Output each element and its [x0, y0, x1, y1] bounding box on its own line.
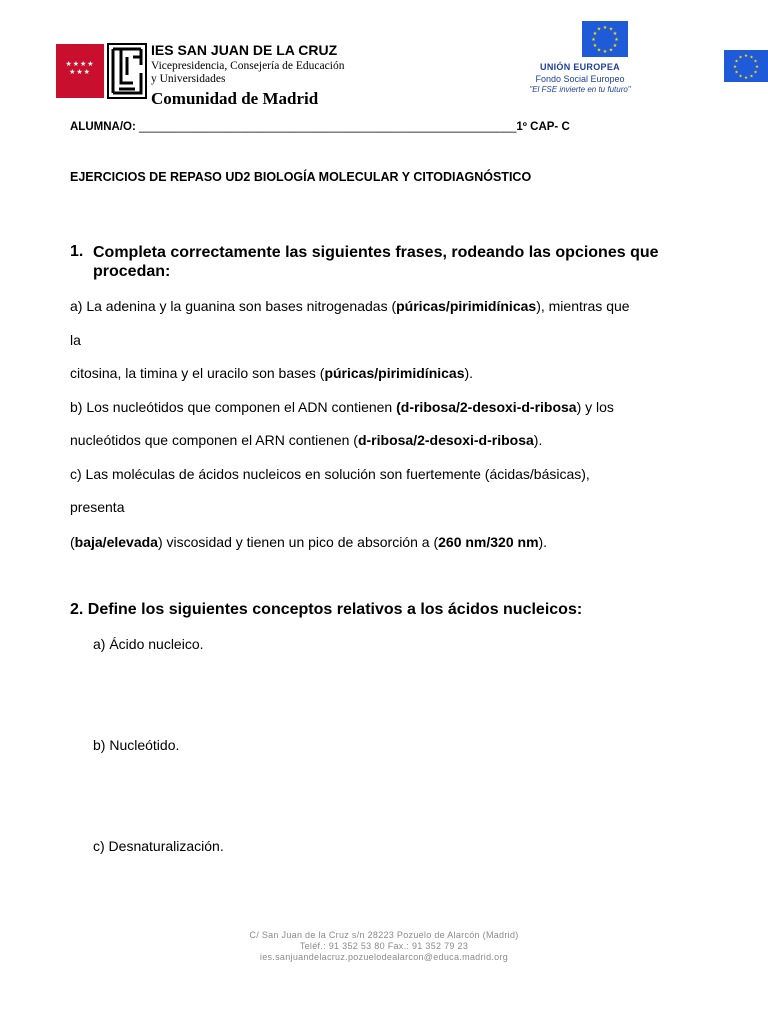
madrid-stars: ★★★★ ★★★: [65, 60, 95, 76]
svg-text:★: ★: [602, 25, 608, 31]
svg-text:★: ★: [734, 59, 739, 65]
q2-item-b: b) Nucleótido.: [93, 737, 180, 753]
student-blank: ___________________________________________________________: [135, 121, 517, 133]
svg-text:★: ★: [596, 47, 602, 54]
svg-text:★: ★: [596, 26, 602, 33]
svg-text:★: ★: [592, 31, 598, 37]
comunidad-title: Comunidad de Madrid: [151, 89, 319, 108]
svg-text:★: ★: [612, 43, 618, 49]
svg-text:★: ★: [592, 43, 598, 49]
svg-text:★: ★: [608, 26, 614, 33]
text-segment: nucleótidos que componen el ARN contienen (: [70, 432, 358, 448]
q1-a-line-2: la: [70, 332, 81, 348]
option-choice: púricas/pirimidínicas: [324, 365, 465, 381]
eu-flag-icon: [724, 50, 768, 82]
question-2-text: 2. Define los siguientes conceptos relativos a los ácidos nucleicos:: [70, 601, 583, 618]
svg-text:★: ★: [734, 70, 739, 76]
svg-text:★: ★: [612, 31, 618, 37]
text-segment: ) viscosidad y tienen un pico de absorción a (: [157, 534, 439, 550]
footer-phone: Teléf.: 91 352 53 80 Fax.: 91 352 79 23: [299, 941, 469, 951]
footer-email: ies.sanjuandelacruz.pozuelodealarcon@educa.madrid.org: [259, 952, 509, 962]
svg-text:★: ★: [753, 70, 758, 76]
svg-text:★: ★: [738, 55, 743, 61]
ministry-line-2: y Universidades: [151, 73, 226, 85]
eu-label: UNIÓN EUROPEA: [540, 62, 620, 72]
text-segment: ), mientras que: [536, 298, 630, 314]
q1-a-line-1: [70, 298, 630, 314]
svg-text:★: ★: [753, 59, 758, 65]
eu-slogan: "El FSE invierte en tu futuro": [529, 85, 631, 94]
svg-text:★: ★: [608, 47, 614, 54]
svg-text:★: ★: [591, 37, 596, 43]
option-choice: 260 nm/320 nm: [438, 534, 539, 550]
option-choice: d-ribosa/2-desoxi-d-ribosa: [357, 432, 534, 448]
q1-b-line-1: [70, 399, 614, 415]
text-segment: ).: [464, 365, 474, 381]
school-name: IES SAN JUAN DE LA CRUZ: [151, 42, 338, 58]
svg-text:★: ★: [754, 65, 760, 70]
worksheet-title: EJERCICIOS DE REPASO UD2 BIOLOGÍA MOLECULAR Y CITODIAGNÓSTICO: [70, 170, 532, 184]
q2-item-a: a) Ácido nucleico.: [93, 636, 204, 652]
eu-flag-icon: [582, 21, 628, 57]
eu-fund-label: Fondo Social Europeo: [535, 74, 625, 84]
svg-text:★: ★: [732, 65, 738, 70]
svg-text:★: ★: [614, 37, 619, 43]
option-choice: (d-ribosa/2-desoxi-d-ribosa: [396, 399, 577, 415]
option-choice: púricas/pirimidínicas: [396, 298, 537, 314]
text-segment: (: [70, 534, 75, 550]
q1-c-line-3: [70, 534, 547, 550]
q1-c-line-2: presenta: [70, 499, 125, 515]
ministry-line-1: Vicepresidencia, Consejería de Educación: [151, 60, 345, 72]
svg-text:★: ★: [602, 49, 608, 55]
text-segment: ).: [533, 432, 543, 448]
ies-logo-icon: [107, 43, 147, 99]
madrid-flag-logo: [56, 44, 104, 98]
course-label: 1º CAP- C: [516, 121, 570, 133]
footer-address: C/ San Juan de la Cruz s/n 28223 Pozuelo de Alarcón (Madrid): [249, 930, 519, 940]
svg-text:★: ★: [738, 74, 743, 80]
text-segment: ) y los: [576, 399, 614, 415]
text-segment: b) Los nucleótidos que componen el ADN contienen: [70, 399, 397, 415]
q1-c-line-1: c) Las moléculas de ácidos nucleicos en solución son fuertemente (ácidas/básicas),: [70, 466, 590, 482]
svg-text:★: ★: [749, 55, 754, 61]
text-segment: ).: [538, 534, 548, 550]
question-1-text: Completa correctamente las siguientes frases, rodeando las opciones que procedan:: [93, 244, 659, 280]
question-1-number: 1.: [70, 243, 84, 260]
svg-text:★: ★: [749, 74, 754, 80]
student-label: ALUMNA/O:: [70, 121, 136, 133]
q2-item-c: c) Desnaturalización.: [93, 838, 224, 854]
option-choice: baja/elevada: [74, 534, 158, 550]
svg-text:★: ★: [743, 76, 749, 81]
q1-b-line-2: [70, 432, 542, 448]
student-name-line: [70, 121, 570, 133]
svg-text:★: ★: [743, 54, 749, 59]
text-segment: citosina, la timina y el uracilo son bases (: [70, 365, 325, 381]
text-segment: a) La adenina y la guanina son bases nitrogenadas (: [70, 298, 397, 314]
q1-a-line-3: [70, 365, 473, 381]
